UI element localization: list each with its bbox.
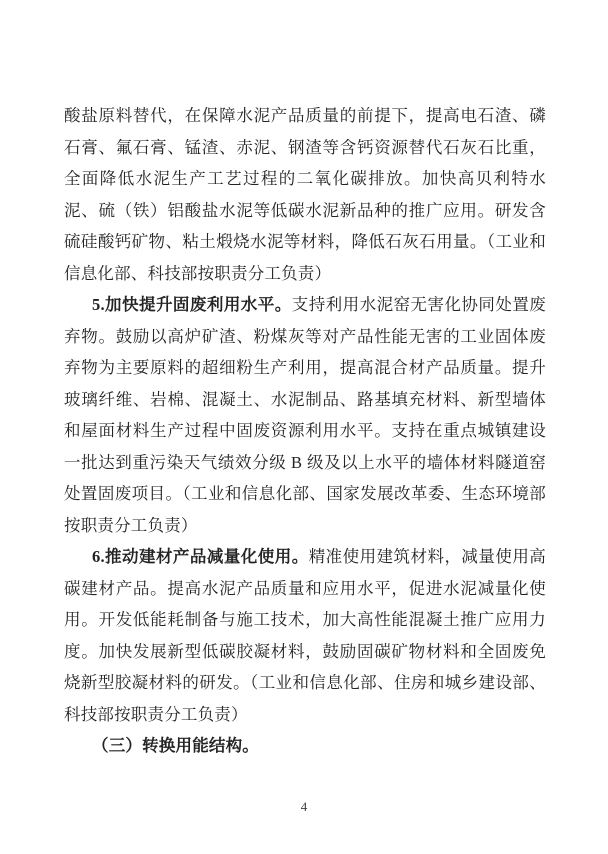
paragraph-continuation-text: 酸盐原料替代，在保障水泥产品质量的前提下，提高电石渣、磷石膏、氟石膏、锰渣、赤泥、钢渣等含钙资源替代石灰石比重，全面降低水泥生产工艺过程的二氧化碳排放。加快高贝利特水泥、硫（铁）铝酸盐水泥等低碳水泥新品种的推广应用。研发含硫硅酸钙矿物、粘土煅烧水泥等材料，降低石灰石用量。（工业和信息化部、科技部按职责分工负责）: [64, 106, 546, 283]
paragraph-continuation: [64, 100, 546, 289]
paragraph-item-5-lead: 5.加快提升固废利用水平。: [92, 295, 292, 314]
page-number: 4: [300, 799, 308, 814]
paragraph-item-5: [64, 289, 546, 541]
paragraph-item-6-text: 精准使用建筑材料，减量使用高碳建材产品。提高水泥产品质量和应用水平，促进水泥减量化使用。开发低能耗制备与施工技术，加大高性能混凝土推广应用力度。加快发展新型低碳胶凝材料，鼓励固碳矿物材料和全固废免烧新型胶凝材料的研发。（工业和信息化部、住房和城乡建设部、科技部按职责分工负责）: [64, 547, 546, 724]
page-footer: [0, 798, 608, 816]
paragraph-item-6-lead: 6.推动建材产品减量化使用。: [92, 547, 309, 566]
paragraph-item-5-text: 支持利用水泥窑无害化协同处置废弃物。鼓励以高炉矿渣、粉煤灰等对产品性能无害的工业固体废弃物为主要原料的超细粉生产利用，提高混合材产品质量。提升玻璃纤维、岩棉、混凝土、水泥制品、路基填充材料、新型墙体和屋面材料生产过程中固废资源利用水平。支持在重点城镇建设一批达到重污染天气绩效分级 B 级及以上水平的墙体材料隧道窑处置固废项目。（工业和信息化部、国家发展改革委、生态环境部按职责分工负责）: [64, 295, 546, 535]
section-heading-text: （三）转换用能结构。: [92, 736, 259, 755]
text-block: [64, 100, 546, 762]
paragraph-item-6: [64, 541, 546, 730]
section-heading: [64, 730, 546, 762]
